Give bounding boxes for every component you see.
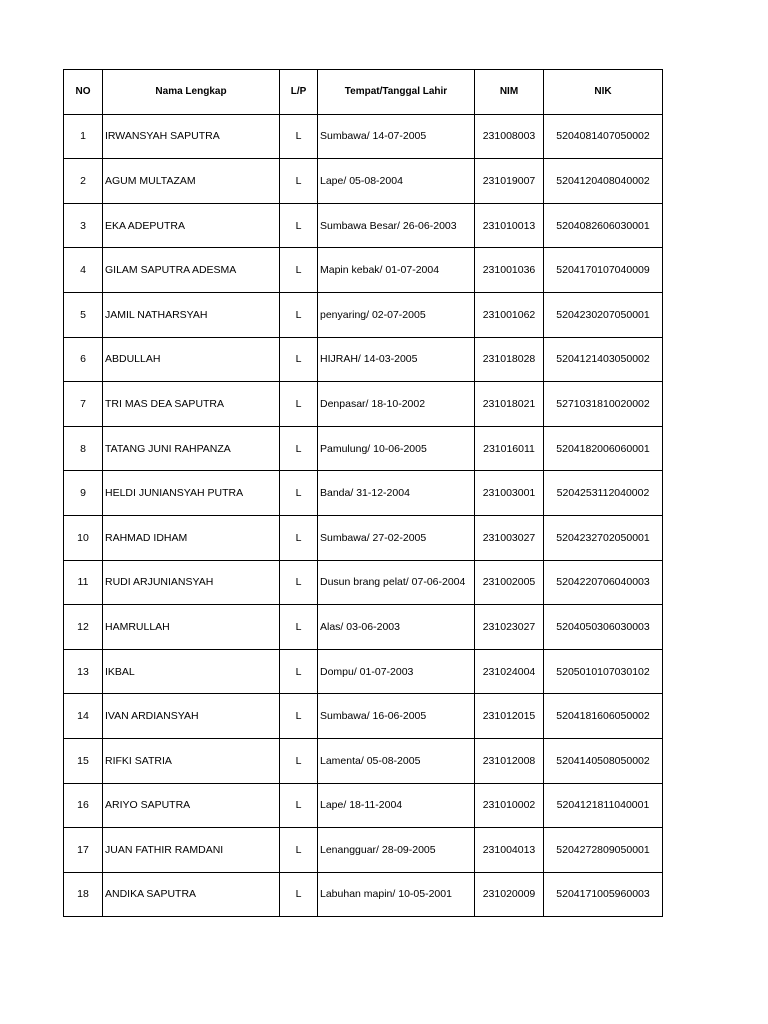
header-no: NO <box>64 70 103 115</box>
cell-ttl: Mapin kebak/ 01-07-2004 <box>318 248 475 293</box>
table-row <box>64 783 663 828</box>
cell-nama: ARIYO SAPUTRA <box>103 783 280 828</box>
table-row <box>64 605 663 650</box>
cell-lp: L <box>280 203 318 248</box>
header-nim: NIM <box>475 70 544 115</box>
cell-nim: 231004013 <box>475 828 544 873</box>
cell-lp: L <box>280 337 318 382</box>
cell-lp: L <box>280 828 318 873</box>
cell-no: 18 <box>64 872 103 917</box>
cell-nik: 5204121403050002 <box>544 337 663 382</box>
cell-nik: 5204232702050001 <box>544 515 663 560</box>
table-row <box>64 382 663 427</box>
cell-lp: L <box>280 159 318 204</box>
cell-ttl: Denpasar/ 18-10-2002 <box>318 382 475 427</box>
cell-nama: AGUM MULTAZAM <box>103 159 280 204</box>
cell-lp: L <box>280 649 318 694</box>
cell-lp: L <box>280 248 318 293</box>
cell-nama: GILAM SAPUTRA ADESMA <box>103 248 280 293</box>
cell-nim: 231018028 <box>475 337 544 382</box>
cell-nim: 231020009 <box>475 872 544 917</box>
cell-ttl: Banda/ 31-12-2004 <box>318 471 475 516</box>
cell-nik: 5204170107040009 <box>544 248 663 293</box>
cell-nama: TRI MAS DEA SAPUTRA <box>103 382 280 427</box>
cell-nama: HAMRULLAH <box>103 605 280 650</box>
cell-nama: RAHMAD IDHAM <box>103 515 280 560</box>
table-row <box>64 471 663 516</box>
header-lp: L/P <box>280 70 318 115</box>
cell-nim: 231010013 <box>475 203 544 248</box>
table-row <box>64 114 663 159</box>
header-ttl: Tempat/Tanggal Lahir <box>318 70 475 115</box>
cell-ttl: HIJRAH/ 14-03-2005 <box>318 337 475 382</box>
cell-ttl: Alas/ 03-06-2003 <box>318 605 475 650</box>
cell-lp: L <box>280 292 318 337</box>
cell-lp: L <box>280 471 318 516</box>
cell-ttl: Labuhan mapin/ 10-05-2001 <box>318 872 475 917</box>
cell-no: 8 <box>64 426 103 471</box>
cell-nik: 5204171005960003 <box>544 872 663 917</box>
cell-nik: 5204181606050002 <box>544 694 663 739</box>
cell-nim: 231019007 <box>475 159 544 204</box>
cell-nim: 231001036 <box>475 248 544 293</box>
cell-no: 12 <box>64 605 103 650</box>
cell-nama: TATANG JUNI RAHPANZA <box>103 426 280 471</box>
cell-nik: 5204140508050002 <box>544 738 663 783</box>
cell-nama: IVAN ARDIANSYAH <box>103 694 280 739</box>
cell-nim: 231010002 <box>475 783 544 828</box>
cell-nim: 231012008 <box>475 738 544 783</box>
cell-nim: 231001062 <box>475 292 544 337</box>
cell-no: 13 <box>64 649 103 694</box>
cell-no: 14 <box>64 694 103 739</box>
table-row <box>64 828 663 873</box>
table-row <box>64 159 663 204</box>
student-table <box>63 69 663 917</box>
cell-lp: L <box>280 426 318 471</box>
cell-nama: JUAN FATHIR RAMDANI <box>103 828 280 873</box>
cell-nama: IKBAL <box>103 649 280 694</box>
cell-ttl: Lenangguar/ 28-09-2005 <box>318 828 475 873</box>
table-row <box>64 426 663 471</box>
cell-no: 17 <box>64 828 103 873</box>
cell-nim: 231016011 <box>475 426 544 471</box>
cell-nik: 5204272809050001 <box>544 828 663 873</box>
cell-nik: 5204081407050002 <box>544 114 663 159</box>
table-row <box>64 292 663 337</box>
header-nik: NIK <box>544 70 663 115</box>
cell-ttl: Sumbawa/ 16-06-2005 <box>318 694 475 739</box>
cell-lp: L <box>280 515 318 560</box>
cell-ttl: Sumbawa/ 14-07-2005 <box>318 114 475 159</box>
cell-nik: 5204121811040001 <box>544 783 663 828</box>
cell-nama: IRWANSYAH SAPUTRA <box>103 114 280 159</box>
cell-nik: 5205010107030102 <box>544 649 663 694</box>
cell-lp: L <box>280 560 318 605</box>
cell-ttl: Pamulung/ 10-06-2005 <box>318 426 475 471</box>
cell-ttl: Dusun brang pelat/ 07-06-2004 <box>318 560 475 605</box>
cell-nama: ABDULLAH <box>103 337 280 382</box>
cell-nim: 231018021 <box>475 382 544 427</box>
cell-nim: 231002005 <box>475 560 544 605</box>
cell-no: 16 <box>64 783 103 828</box>
cell-nim: 231008003 <box>475 114 544 159</box>
cell-no: 11 <box>64 560 103 605</box>
cell-no: 5 <box>64 292 103 337</box>
cell-lp: L <box>280 694 318 739</box>
cell-no: 7 <box>64 382 103 427</box>
cell-ttl: Lape/ 18-11-2004 <box>318 783 475 828</box>
cell-nama: HELDI JUNIANSYAH PUTRA <box>103 471 280 516</box>
cell-nim: 231024004 <box>475 649 544 694</box>
table-row <box>64 248 663 293</box>
header-nama: Nama Lengkap <box>103 70 280 115</box>
cell-nama: EKA ADEPUTRA <box>103 203 280 248</box>
table-row <box>64 515 663 560</box>
cell-no: 4 <box>64 248 103 293</box>
cell-nik: 5271031810020002 <box>544 382 663 427</box>
cell-nama: RUDI ARJUNIANSYAH <box>103 560 280 605</box>
cell-nama: JAMIL NATHARSYAH <box>103 292 280 337</box>
cell-no: 3 <box>64 203 103 248</box>
table-header-row <box>64 70 663 115</box>
cell-lp: L <box>280 872 318 917</box>
table-row <box>64 872 663 917</box>
cell-ttl: Sumbawa/ 27-02-2005 <box>318 515 475 560</box>
cell-ttl: Dompu/ 01-07-2003 <box>318 649 475 694</box>
cell-no: 15 <box>64 738 103 783</box>
cell-nim: 231003001 <box>475 471 544 516</box>
cell-no: 10 <box>64 515 103 560</box>
cell-lp: L <box>280 605 318 650</box>
cell-ttl: Sumbawa Besar/ 26-06-2003 <box>318 203 475 248</box>
cell-lp: L <box>280 738 318 783</box>
cell-nik: 5204253112040002 <box>544 471 663 516</box>
table-row <box>64 337 663 382</box>
cell-nik: 5204230207050001 <box>544 292 663 337</box>
cell-nama: RIFKI SATRIA <box>103 738 280 783</box>
cell-nik: 5204120408040002 <box>544 159 663 204</box>
cell-nik: 5204182006060001 <box>544 426 663 471</box>
cell-lp: L <box>280 783 318 828</box>
table-body <box>64 114 663 917</box>
cell-no: 6 <box>64 337 103 382</box>
cell-ttl: Lape/ 05-08-2004 <box>318 159 475 204</box>
cell-lp: L <box>280 382 318 427</box>
cell-ttl: penyaring/ 02-07-2005 <box>318 292 475 337</box>
table-row <box>64 738 663 783</box>
cell-no: 9 <box>64 471 103 516</box>
cell-nik: 5204082606030001 <box>544 203 663 248</box>
cell-no: 2 <box>64 159 103 204</box>
cell-nik: 5204050306030003 <box>544 605 663 650</box>
cell-nim: 231023027 <box>475 605 544 650</box>
cell-nama: ANDIKA SAPUTRA <box>103 872 280 917</box>
cell-nim: 231003027 <box>475 515 544 560</box>
table-row <box>64 649 663 694</box>
cell-no: 1 <box>64 114 103 159</box>
table-row <box>64 694 663 739</box>
table-row <box>64 560 663 605</box>
cell-nim: 231012015 <box>475 694 544 739</box>
table-row <box>64 203 663 248</box>
cell-ttl: Lamenta/ 05-08-2005 <box>318 738 475 783</box>
cell-lp: L <box>280 114 318 159</box>
cell-nik: 5204220706040003 <box>544 560 663 605</box>
